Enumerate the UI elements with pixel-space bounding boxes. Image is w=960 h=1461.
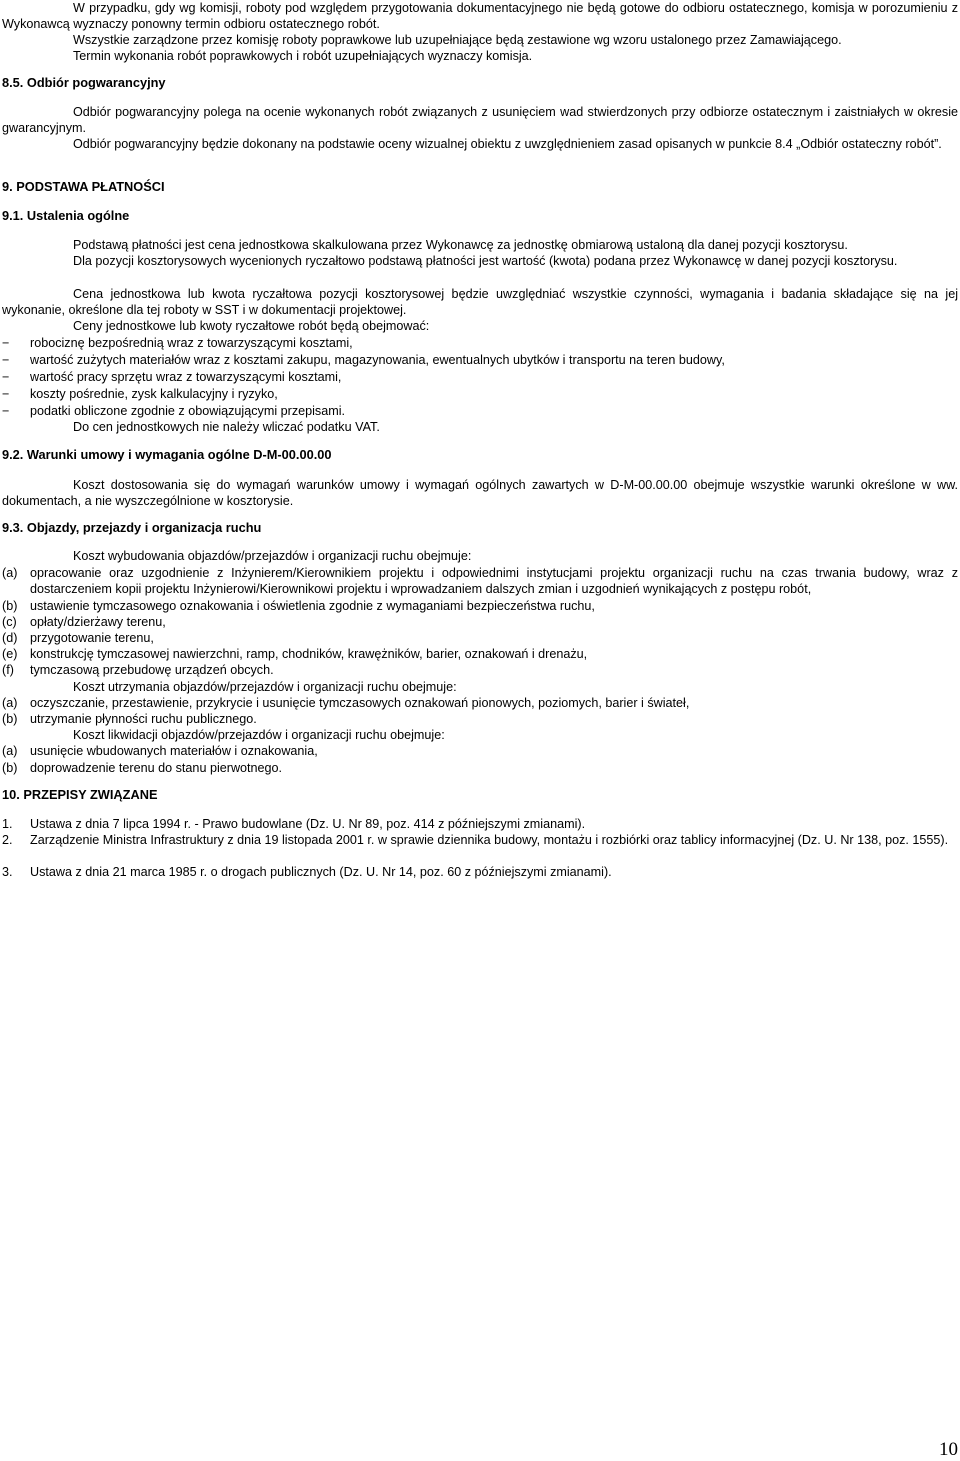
dash-marker: −	[2, 370, 10, 384]
page-number: 10	[939, 1439, 958, 1460]
list-item-text: usunięcie wbudowanych materiałów i oznakowania,	[30, 744, 318, 758]
list-marker: (a)	[2, 566, 18, 580]
list-marker: 3.	[2, 865, 13, 879]
build-cost-intro: Koszt wybudowania objazdów/przejazdów i organizacji ruchu obejmuje:	[73, 549, 472, 563]
list-item-text: robociznę bezpośrednią wraz z towarzyszącymi kosztami,	[30, 336, 353, 350]
list-marker: (c)	[2, 615, 17, 629]
list-marker: (b)	[2, 712, 18, 726]
list-item	[2, 598, 958, 614]
removal-cost-intro: Koszt likwidacji objazdów/przejazdów i organizacji ruchu obejmuje:	[73, 728, 445, 742]
list-marker: (b)	[2, 761, 18, 775]
list-item-text: konstrukcję tymczasowej nawierzchni, ramp, chodników, krawężników, barier, oznakowań i drenażu,	[30, 647, 588, 661]
list-marker: (f)	[2, 663, 14, 677]
list-item-text: utrzymanie płynności ruchu publicznego.	[30, 712, 257, 726]
list-marker: (e)	[2, 647, 18, 661]
list-item	[2, 743, 958, 759]
list-marker: 2.	[2, 833, 13, 847]
list-item-text: Zarządzenie Ministra Infrastruktury z dnia 19 listopada 2001 r. w sprawie dziennika budowy, montażu i rozbiórki oraz tablicy informacyjnej (Dz. U. Nr 138, poz. 1555).	[30, 833, 949, 847]
list-item-text: opłaty/dzierżawy terenu,	[30, 615, 166, 629]
section-8-5-paragraph-2: Odbiór pogwarancyjny będzie dokonany na podstawie oceny wizualnej obiektu z uwzględnieniem zasad opisanych w punkcie 8.4 „Odbiór ostateczny robót”.	[73, 137, 942, 151]
section-9-1-paragraph-5: Do cen jednostkowych nie należy wliczać podatku VAT.	[73, 420, 380, 434]
list-item	[2, 386, 958, 402]
list-item	[2, 369, 958, 385]
section-9-1-heading: 9.1. Ustalenia ogólne	[2, 208, 130, 223]
list-item-text: wartość pracy sprzętu wraz z towarzyszącymi kosztami,	[30, 370, 342, 384]
list-marker: (a)	[2, 696, 18, 710]
section-9-3-heading: 9.3. Objazdy, przejazdy i organizacja ruchu	[2, 520, 262, 535]
list-item	[2, 816, 958, 832]
list-item	[2, 352, 958, 368]
list-item	[2, 630, 958, 646]
section-9-1-paragraph-1: Podstawą płatności jest cena jednostkowa skalkulowana przez Wykonawcę za jednostkę obmiarową ustaloną dla danej pozycji kosztorysu.	[73, 238, 848, 252]
list-item-text: Ustawa z dnia 21 marca 1985 r. o drogach publicznych (Dz. U. Nr 14, poz. 60 z późniejszymi zmianami).	[30, 865, 612, 879]
section-8-5-heading: 8.5. Odbiór pogwarancyjny	[2, 75, 166, 90]
list-marker: (d)	[2, 631, 18, 645]
dash-marker: −	[2, 353, 10, 367]
list-item	[2, 565, 958, 598]
dash-marker: −	[2, 387, 10, 401]
list-marker: (a)	[2, 744, 18, 758]
list-item-text: opracowanie oraz uzgodnienie z Inżynierem/Kierownikiem projektu i odpowiednimi instytucjami projektu organizacji ruchu na czas trwania budowy, wraz z dostarczeniem kopii projektu Inżynierowi/Kierownikowi projektu i wprowadzaniem dalszych zmian i uzgodnień wynikających z postępu robót,	[30, 566, 958, 597]
list-item-text: wartość zużytych materiałów wraz z kosztami zakupu, magazynowania, ewentualnych ubytków i transportu na teren budowy,	[30, 353, 725, 367]
list-item-text: podatki obliczone zgodnie z obowiązującymi przepisami.	[30, 404, 346, 418]
list-item-text: ustawienie tymczasowego oznakowania i oświetlenia zgodnie z wymaganiami bezpieczeństwa ruchu,	[30, 599, 595, 613]
list-item-text: Ustawa z dnia 7 lipca 1994 r. - Prawo budowlane (Dz. U. Nr 89, poz. 414 z późniejszymi zmianami).	[30, 817, 586, 831]
intro-paragraph-2: Wszystkie zarządzone przez komisję roboty poprawkowe lub uzupełniające będą zestawione wg wzoru ustalonego przez Zamawiającego.	[73, 33, 842, 47]
list-marker: 1.	[2, 817, 13, 831]
section-9-1-paragraph-3: Cena jednostkowa lub kwota ryczałtowa pozycji kosztorysowej będzie uwzględniać wszystkie czynności, wymagania i badania składające się na jej wykonanie, określone dla tej roboty w SST i w dokumentacji projektowej.	[2, 287, 958, 318]
dash-marker: −	[2, 404, 10, 418]
list-item-text: doprowadzenie terenu do stanu pierwotnego.	[30, 761, 283, 775]
list-item	[2, 695, 958, 711]
list-item	[2, 760, 958, 776]
list-item	[2, 711, 958, 727]
list-item	[2, 335, 958, 351]
section-9-2-heading: 9.2. Warunki umowy i wymagania ogólne D-M-00.00.00	[2, 447, 332, 462]
list-item	[2, 403, 958, 419]
section-9-heading: 9. PODSTAWA PŁATNOŚCI	[2, 179, 165, 194]
dash-marker: −	[2, 336, 10, 350]
section-9-1-paragraph-4: Ceny jednostkowe lub kwoty ryczałtowe robót będą obejmować:	[73, 319, 430, 333]
section-10-heading: 10. PRZEPISY ZWIĄZANE	[2, 787, 158, 802]
list-item-text: koszty pośrednie, zysk kalkulacyjny i ryzyko,	[30, 387, 278, 401]
section-9-2-paragraph: Koszt dostosowania się do wymagań warunków umowy i wymagań ogólnych zawartych w D-M-00.00.00 obejmuje wszystkie warunki określone w ww. dokumentach, a nie wyszczególnione w kosztorysie.	[2, 478, 958, 509]
maintenance-cost-intro: Koszt utrzymania objazdów/przejazdów i organizacji ruchu obejmuje:	[73, 680, 457, 694]
intro-paragraph-1: W przypadku, gdy wg komisji, roboty pod względem przygotowania dokumentacyjnego nie będą gotowe do odbioru ostatecznego, komisja w porozumieniu z Wykonawcą wyznaczy ponowny termin odbioru ostatecznego robót.	[2, 1, 958, 32]
list-item-text: przygotowanie terenu,	[30, 631, 154, 645]
list-marker: (b)	[2, 599, 18, 613]
list-item	[2, 662, 958, 678]
list-item	[2, 832, 958, 848]
list-item	[2, 646, 958, 662]
list-item	[2, 614, 958, 630]
list-item-text: oczyszczanie, przestawienie, przykrycie i usunięcie tymczasowych oznakowań pionowych, poziomych, barier i świateł,	[30, 696, 690, 710]
intro-paragraph-3: Termin wykonania robót poprawkowych i robót uzupełniających wyznaczy komisja.	[73, 49, 533, 63]
section-8-5-paragraph-1: Odbiór pogwarancyjny polega na ocenie wykonanych robót związanych z usunięciem wad stwierdzonych przy odbiorze ostatecznym i zaistniałych w okresie gwarancyjnym.	[2, 105, 958, 136]
section-9-1-paragraph-2: Dla pozycji kosztorysowych wycenionych ryczałtowo podstawą płatności jest wartość (kwota) podana przez Wykonawcę w danej pozycji kosztorysu.	[73, 254, 898, 268]
list-item	[2, 864, 958, 880]
list-item-text: tymczasową przebudowę urządzeń obcych.	[30, 663, 274, 677]
